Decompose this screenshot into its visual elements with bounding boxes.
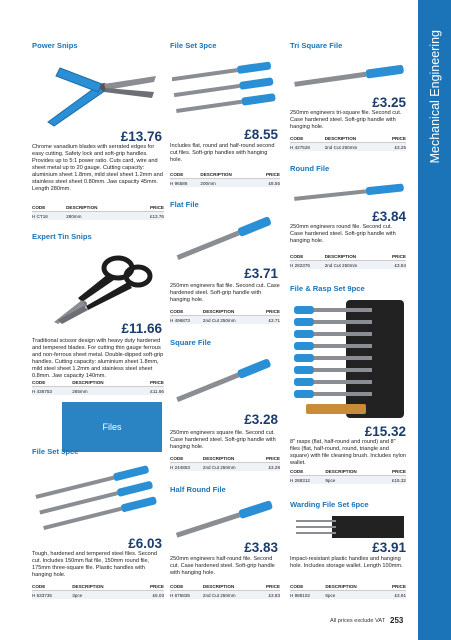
section-title: Mechanical Engineering: [427, 30, 442, 164]
square-file-image: [172, 352, 278, 412]
row-description: 2nd Cut 250mm: [202, 464, 236, 470]
expert-tin-snips-title: Expert Tin Snips: [32, 232, 92, 241]
row-description: 2nd Cut 250mm: [202, 592, 236, 598]
file-set-left-price: £6.03: [128, 536, 162, 551]
files-category-label: Files: [102, 422, 122, 432]
tin-snips-price: £11.66: [121, 321, 162, 336]
row-code: H 436753: [32, 388, 52, 394]
round-file-description: 250mm engineers round file. Second cut. Case hardened steel. Soft-grip handle with hanging hole.: [290, 224, 396, 244]
tin-snips-image: [48, 246, 158, 326]
col-code: CODE: [32, 203, 66, 212]
col-description: DESCRIPTION: [325, 467, 381, 476]
warding-file-set-title: Warding File Set 6pce: [290, 500, 369, 509]
round-file-image: [292, 178, 408, 208]
table-row: [170, 179, 280, 188]
row-code: H 427528: [290, 144, 310, 150]
col-price: PRICE: [257, 307, 280, 316]
col-description: DESCRIPTION: [325, 582, 381, 591]
row-price: £13.76: [149, 213, 164, 219]
col-description: DESCRIPTION: [203, 454, 257, 463]
warding-file-set-price: £3.91: [372, 540, 406, 555]
round-file-price: £3.84: [372, 209, 406, 224]
row-price: £3.83: [268, 592, 280, 598]
power-snips-table: [32, 203, 164, 220]
col-code: CODE: [290, 252, 325, 261]
row-description: 9pce: [325, 477, 336, 483]
row-description: 2nd Cut 250mm: [202, 317, 236, 323]
row-code: H CT16: [32, 213, 48, 219]
row-price: £3.84: [394, 262, 406, 268]
half-round-file-title: Half Round File: [170, 485, 226, 494]
col-description: DESCRIPTION: [203, 582, 257, 591]
flat-file-table: [170, 307, 280, 324]
col-code: CODE: [170, 582, 203, 591]
table-row: [290, 143, 406, 152]
tri-square-file-table: [290, 134, 406, 151]
row-code: H 244853: [170, 464, 190, 470]
tri-square-file-title: Tri Square File: [290, 41, 343, 50]
row-description: 2nd Cut 250mm: [324, 144, 358, 150]
tin-snips-table: [32, 378, 164, 395]
col-price: PRICE: [136, 582, 164, 591]
files-category-box: [62, 402, 162, 452]
col-code: CODE: [170, 170, 200, 179]
half-round-file-description: 250mm engineers half-round file. Second cut. Case hardened steel. Soft-grip handle with hanging hole.: [170, 556, 275, 576]
tri-square-file-image: [292, 56, 408, 96]
table-row: [170, 463, 280, 472]
power-snips-image: [40, 54, 160, 129]
col-description: DESCRIPTION: [200, 170, 255, 179]
tri-square-file-price: £3.25: [372, 95, 406, 110]
col-description: DESCRIPTION: [325, 252, 382, 261]
table-row: [170, 316, 280, 325]
col-code: CODE: [32, 582, 72, 591]
row-price: £3.28: [268, 464, 280, 470]
file-rasp-set-title: File & Rasp Set 9pce: [290, 284, 365, 293]
table-row: [32, 591, 164, 600]
row-code: H 988102: [290, 592, 310, 598]
row-code: H 282376: [290, 262, 310, 268]
col-price: PRICE: [134, 203, 164, 212]
table-row: [170, 591, 280, 600]
file-set-mid-description: Includes flat, round and half-round second cut files. Soft-grip handles with hanging hole.: [170, 143, 275, 163]
row-price: £8.55: [268, 180, 280, 186]
row-code: H 96586: [170, 180, 188, 186]
half-round-file-price: £3.83: [244, 540, 278, 555]
half-round-file-table: [170, 582, 280, 599]
warding-file-set-description: Impact-resistant plastic handles and hanging hole. Includes storage wallet. Length 100mm.: [290, 556, 403, 569]
col-price: PRICE: [381, 467, 406, 476]
file-set-left-image: [34, 462, 162, 534]
col-code: CODE: [170, 454, 203, 463]
row-price: £3.71: [268, 317, 280, 323]
file-set-3pce-mid-title: File Set 3pce: [170, 41, 217, 50]
row-description: 200mm: [200, 180, 216, 186]
col-description: DESCRIPTION: [203, 307, 257, 316]
power-snips-description: Chrome vanadium blades with serrated edges for easy cutting. Safety lock and soft-grip handles. Provides up to 5:1 power ratio. Cuts card, wire and sheet metal up to 20 gauge. Cutting capacity: aluminium sheet 1.8mm, mild steel sheet 1.2mm and stainless steel sheet 0.80mm. Jaw capacity 45mm. Length 280mm.: [32, 144, 163, 192]
table-row: [32, 212, 164, 221]
footer-vat-note: All prices exclude VAT: [330, 618, 386, 624]
round-file-title: Round File: [290, 164, 330, 173]
file-set-3pce-left-title: File Set 3pce: [32, 447, 79, 456]
table-row: [290, 591, 406, 600]
table-row: [290, 476, 406, 485]
row-price: £11.66: [150, 388, 164, 394]
row-description: 6pce: [325, 592, 336, 598]
square-file-title: Square File: [170, 338, 211, 347]
col-price: PRICE: [382, 252, 406, 261]
file-set-mid-price: £8.55: [244, 127, 278, 142]
half-round-file-image: [172, 499, 278, 539]
row-price: £3.25: [394, 144, 406, 150]
square-file-description: 250mm engineers square file. Second cut. Case hardened steel. Soft-grip handle with hanging hole.: [170, 430, 276, 450]
section-sidebar: [418, 0, 451, 640]
file-rasp-set-price: £15.32: [364, 424, 406, 439]
file-set-left-table: [32, 582, 164, 599]
table-row: [290, 261, 406, 270]
col-code: CODE: [290, 582, 325, 591]
file-set-left-description: Tough, hardened and tempered steel files. Second cut. Includes 150mm flat file, 150mm round file, 175mm three-square file. Plastic handles with hanging hole.: [32, 551, 158, 578]
row-price: £3.91: [394, 592, 406, 598]
col-price: PRICE: [381, 582, 406, 591]
col-description: DESCRIPTION: [72, 378, 135, 387]
row-description: 280mm: [66, 213, 82, 219]
tri-square-file-description: 250mm engineers tri-square file. Second cut. Case hardened steel. Soft-grip handle with hanging hole.: [290, 110, 402, 130]
col-code: CODE: [290, 467, 325, 476]
tin-snips-description: Traditional scissor design with heavy duty hardened and tempered blades. For cutting thin gauge ferrous and non-ferrous sheet metal. Double-dipped soft-grip handles. Cutting capacity: aluminium sheet 1.8mm, mild steel sheet 1.2mm and stainless steel sheet 0.8mm. Jaw capacity 140mm.: [32, 338, 164, 379]
round-file-table: [290, 252, 406, 269]
flat-file-price: £3.71: [244, 266, 278, 281]
row-price: £15.32: [391, 477, 406, 483]
row-description: 2nd Cut 250mm: [324, 262, 358, 268]
row-code: H 675835: [170, 592, 190, 598]
col-price: PRICE: [257, 454, 280, 463]
table-row: [32, 387, 164, 396]
col-code: CODE: [290, 134, 325, 143]
row-description: 3pce: [72, 592, 83, 598]
col-code: CODE: [32, 378, 72, 387]
warding-file-set-table: [290, 582, 406, 599]
power-snips-price: £13.76: [120, 129, 162, 144]
page-number: 253: [390, 616, 404, 625]
square-file-price: £3.28: [244, 412, 278, 427]
flat-file-title: Flat File: [170, 200, 199, 209]
col-description: DESCRIPTION: [66, 203, 134, 212]
flat-file-description: 250mm engineers flat file. Second cut. Case hardened steel. Soft-grip handle with hanging hole.: [170, 283, 280, 303]
file-rasp-set-table: [290, 467, 406, 484]
warding-file-set-image: [292, 514, 408, 540]
col-price: PRICE: [136, 378, 164, 387]
power-snips-title: Power Snips: [32, 41, 78, 50]
col-description: DESCRIPTION: [325, 134, 382, 143]
square-file-table: [170, 454, 280, 471]
row-price: £6.03: [152, 592, 164, 598]
file-set-mid-table: [170, 170, 280, 187]
row-code: H 288312: [290, 477, 310, 483]
file-rasp-set-image: [292, 298, 408, 422]
col-price: PRICE: [255, 170, 280, 179]
file-set-mid-image: [172, 56, 278, 126]
row-code: H 496873: [170, 317, 190, 323]
row-code: H 633735: [32, 592, 52, 598]
col-price: PRICE: [382, 134, 406, 143]
flat-file-image: [172, 214, 278, 264]
col-code: CODE: [170, 307, 203, 316]
col-description: DESCRIPTION: [72, 582, 135, 591]
row-description: 265mm: [72, 388, 88, 394]
col-price: PRICE: [257, 582, 280, 591]
file-rasp-set-description: 8" rasps (flat, half-round and round) and 8" files (flat, half-round, round, triangle and square) with file cleaning brush. Includes nylon wallet.: [290, 439, 406, 466]
